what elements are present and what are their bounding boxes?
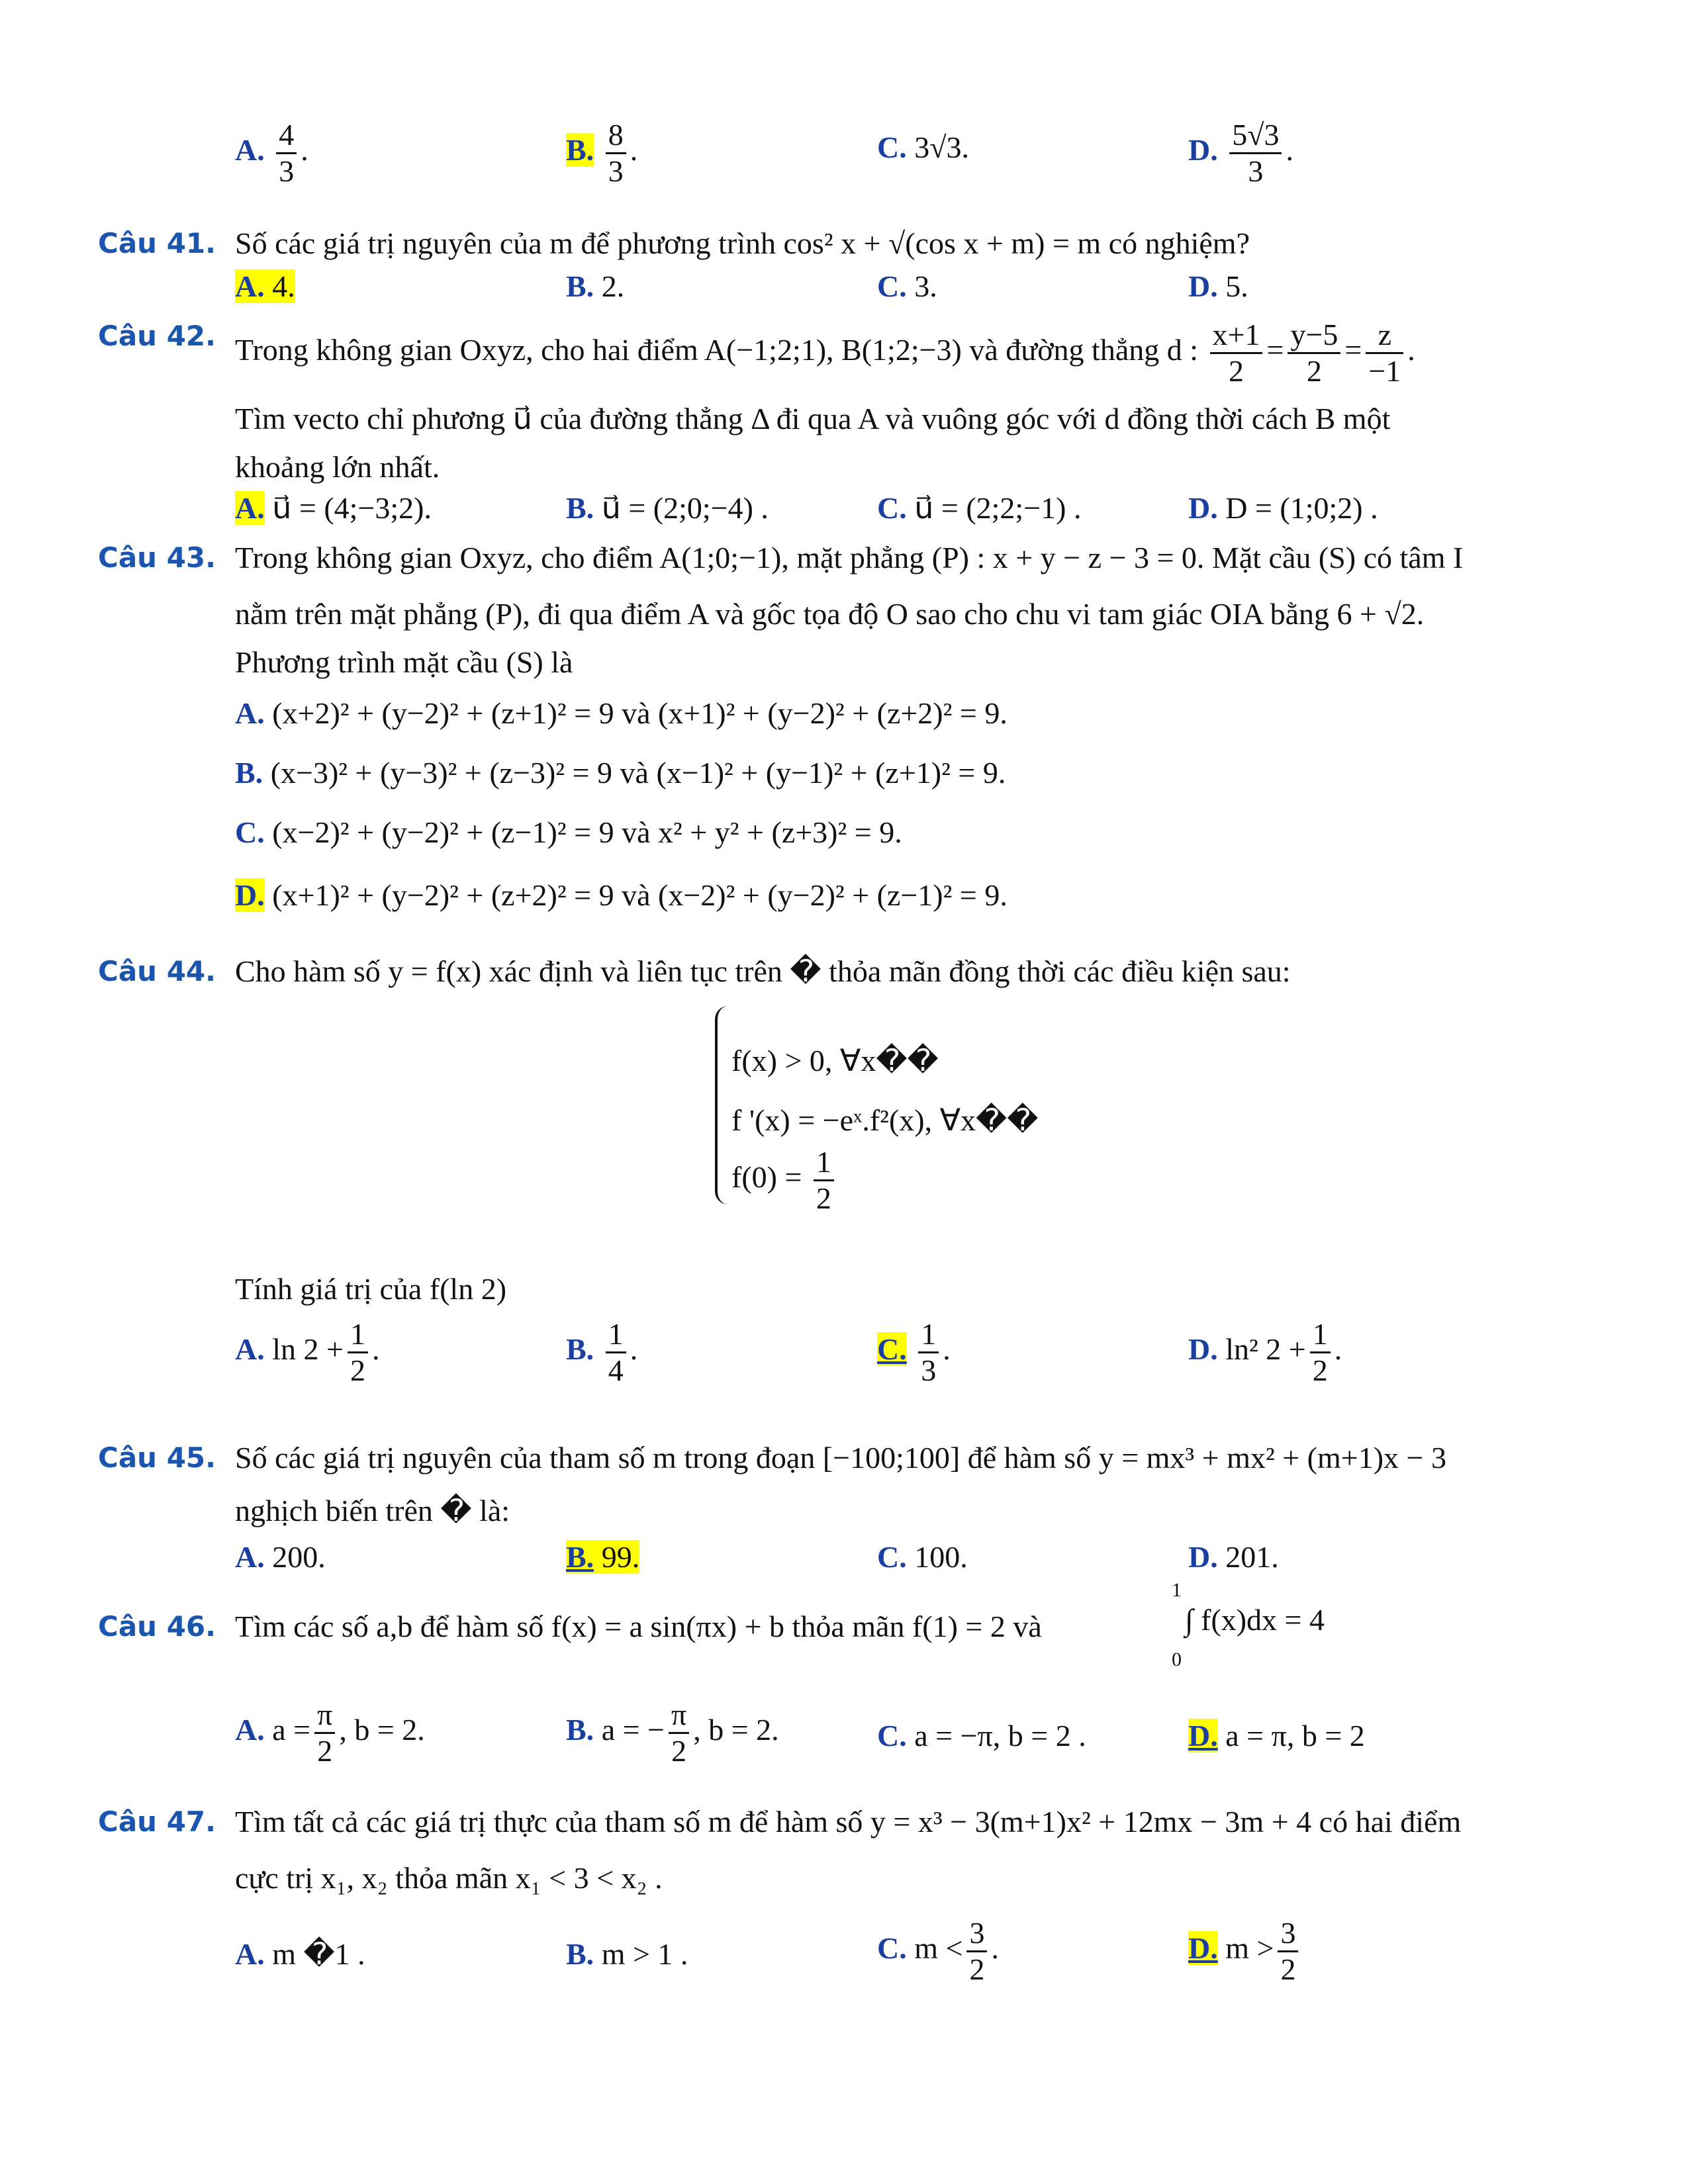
q47-option-d: D. m > $\frac{3}{2}$ (1188, 1916, 1302, 1987)
integral-upper: 1 (1172, 1579, 1182, 1601)
q40-option-b: B. $\frac{8}{3}$ . (566, 118, 638, 188)
q43-option-a: A. (x+2)² + (y−2)² + (z+1)² = 9 và (x+1)² + (y−2)² + (z+2)² = 9. (235, 696, 1008, 730)
q43-option-d: D. (x+1)² + (y−2)² + (z+2)² = 9 và (x−2)² + (y−2)² + (z−1)² = 9. (235, 878, 1008, 912)
question-text: Cho hàm số y = f(x) xác định và liên tục trên � thỏa mãn đồng thời các điều kiện sau: (235, 954, 1291, 988)
question-label: Câu 44. (98, 955, 216, 987)
q47-option-a: A. m �1 . (235, 1937, 365, 1971)
q41-option-c: C. 3. (877, 269, 937, 303)
q44-option-a: A. ln 2 + $\frac{1}{2}$ . (235, 1317, 380, 1387)
question-text: Tìm các số a,b để hàm số f(x) = a sin(πx) + b thỏa mãn f(1) = 2 và (235, 1610, 1042, 1643)
condition-3: f(0) = $\frac{1}{2}$ (731, 1145, 838, 1216)
condition-2: f '(x) = −eˣ.f²(x), ∀x�� (731, 1103, 1039, 1137)
question-text: Phương trình mặt cầu (S) là (235, 645, 573, 679)
question-label: Câu 45. (98, 1441, 216, 1474)
question-text: nghịch biến trên � là: (235, 1494, 510, 1527)
question-text: Số các giá trị nguyên của m để phương trình cos² x + √(cos x + m) = m có nghiệm? (235, 226, 1250, 260)
integral-lower: 0 (1172, 1649, 1182, 1670)
q41-option-a: A. 4. (235, 269, 295, 303)
question-text: cực trị x₁, x₂ thỏa mãn x₁ < 3 < x₂ . (235, 1861, 663, 1895)
q42-option-b: B. u⃗ = (2;0;−4) . (566, 491, 769, 525)
question-text: nằm trên mặt phẳng (P), đi qua điểm A và gốc tọa độ O sao cho chu vi tam giác OIA bằng 6 + √2. (235, 597, 1425, 631)
q45-option-d: D. 201. (1188, 1540, 1279, 1574)
q44-option-d: D. ln² 2 + $\frac{1}{2}$ . (1188, 1317, 1342, 1387)
q42-option-d: D. D = (1;0;2) . (1188, 491, 1378, 525)
question-label: Câu 47. (98, 1805, 216, 1838)
q42-option-c: C. u⃗ = (2;2;−1) . (877, 491, 1082, 525)
q44-option-b: B. $\frac{1}{4}$ . (566, 1317, 638, 1387)
fraction: $\frac{8}{3}$ (606, 118, 626, 189)
q43-option-b: B. (x−3)² + (y−3)² + (z−3)² = 9 và (x−1)² + (y−1)² + (z+1)² = 9. (235, 756, 1006, 790)
q45-option-a: A. 200. (235, 1540, 326, 1574)
question-label: Câu 46. (98, 1610, 216, 1643)
question-text: Tính giá trị của f(ln 2) (235, 1272, 507, 1306)
q43-option-c: C. (x−2)² + (y−2)² + (z−1)² = 9 và x² + y² + (z+3)² = 9. (235, 815, 902, 849)
question-label: Câu 42. (98, 320, 216, 352)
q45-option-b: B. 99. (566, 1540, 640, 1574)
q44-option-c: C. $\frac{1}{3}$ . (877, 1317, 951, 1387)
question-text: khoảng lớn nhất. (235, 450, 440, 484)
q41-option-b: B. 2. (566, 269, 625, 303)
question-text: Số các giá trị nguyên của tham số m trong đoạn [−100;100] để hàm số y = mx³ + mx² + (m+1)x − 3 (235, 1441, 1446, 1475)
question-text: Trong không gian Oxyz, cho hai điểm A(−1;2;1), B(1;2;−3) và đường thẳng d : $\frac{x+1}{2}$ = $\frac{y-5}{2}$ = $\frac{z}{-1}$ . (235, 318, 1415, 388)
q46-option-a: A. a = $\frac{\pi}{2}$ , b = 2. (235, 1698, 425, 1768)
question-label: Câu 41. (98, 227, 216, 259)
integral: ∫ f(x)dx = 4 (1185, 1603, 1325, 1637)
fraction: $\frac{4}{3}$ (276, 118, 297, 189)
q46-option-c: C. a = −π, b = 2 . (877, 1719, 1086, 1752)
q40-option-a: A. $\frac{4}{3}$ . (235, 118, 308, 188)
q46-option-d: D. a = π, b = 2 (1188, 1719, 1365, 1752)
q40-option-d: D. $\frac{5√3}{3}$ . (1188, 118, 1293, 188)
q47-option-c: C. m < $\frac{3}{2}$ . (877, 1916, 999, 1986)
q40-option-c: C. 3√3. (877, 130, 969, 164)
q47-option-b: B. m > 1 . (566, 1937, 688, 1971)
q45-option-c: C. 100. (877, 1540, 968, 1574)
q41-option-d: D. 5. (1188, 269, 1248, 303)
q46-option-b: B. a = − $\frac{\pi}{2}$ , b = 2. (566, 1698, 779, 1768)
condition-1: f(x) > 0, ∀x�� (731, 1044, 939, 1077)
q42-option-a: A. u⃗ = (4;−3;2). (235, 491, 432, 525)
question-label: Câu 43. (98, 541, 216, 574)
question-text: Trong không gian Oxyz, cho điểm A(1;0;−1), mặt phẳng (P) : x + y − z − 3 = 0. Mặt cầu (S) có tâm I (235, 541, 1464, 574)
fraction: $\frac{5√3}{3}$ (1229, 118, 1282, 189)
question-text: Tìm tất cả các giá trị thực của tham số m để hàm số y = x³ − 3(m+1)x² + 12mx − 3m + 4 có hai điểm (235, 1805, 1462, 1839)
question-text: Tìm vecto chỉ phương u⃗ của đường thẳng Δ đi qua A và vuông góc với d đồng thời cách B một (235, 402, 1391, 435)
